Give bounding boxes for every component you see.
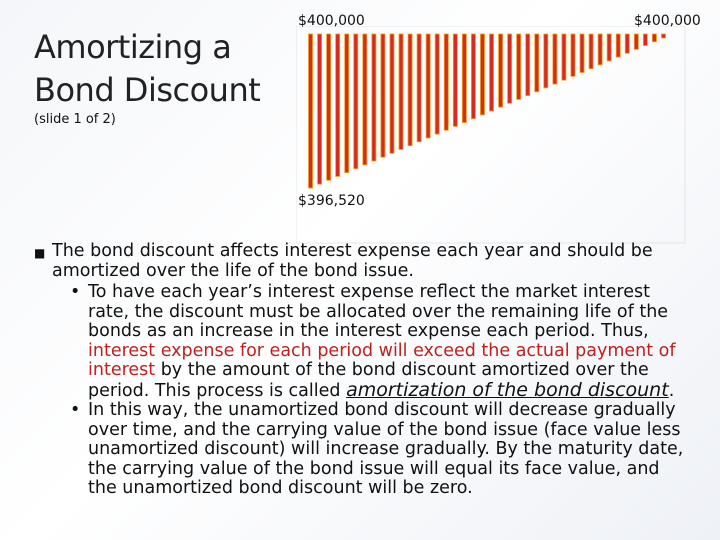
chart-bar <box>390 34 394 153</box>
sub-bullet-2-text: In this way, the unamortized bond discount will decrease gradually over time, and the carrying value of the bond issue (face value less unamortized discount) will increase gradually. By the maturity date, the carrying value of the bond issue will equal its face value, and the unamortized bond discount will be zero. <box>88 400 684 498</box>
sub-bullet-2 <box>34 401 684 499</box>
chart-bar <box>562 34 566 80</box>
dot-bullet-icon: • <box>70 400 81 420</box>
chart-bar <box>435 34 439 134</box>
chart-bar <box>381 34 385 157</box>
square-bullet-icon: ■ <box>34 246 46 260</box>
chart-svg <box>296 26 686 244</box>
slide-body <box>34 242 684 499</box>
chart-bar <box>544 34 548 88</box>
chart-bar <box>661 34 665 38</box>
chart-bar <box>616 34 620 57</box>
chart-bar <box>399 34 403 150</box>
chart-label-top-right: $400,000 <box>634 13 701 29</box>
bond-discount-chart <box>296 26 686 244</box>
sub-bullet-1-term: amortization of the bond discount <box>346 378 669 401</box>
sub-bullet-1-text-b: by the amount of the bond discount amortized over the period. This process is called <box>88 360 649 401</box>
chart-bar <box>580 34 584 73</box>
chart-bar <box>318 34 322 184</box>
sub-bullet-1-highlight: interest expense for each period will exceed the actual payment of interest <box>88 340 676 380</box>
chart-bar <box>336 34 340 176</box>
chart-bar <box>345 34 349 173</box>
chart-label-top-left: $400,000 <box>298 13 365 29</box>
chart-bar <box>508 34 512 103</box>
sub-bullet-1 <box>34 283 684 401</box>
bullet-main-text: The bond discount affects interest expense each year and should be amortized over the life of the bond issue. <box>52 241 653 281</box>
chart-bar <box>363 34 367 165</box>
chart-bar <box>589 34 593 69</box>
chart-bar <box>489 34 493 111</box>
chart-bar <box>598 34 602 65</box>
chart-bar <box>634 34 638 49</box>
sub-bullet-1-text-a: To have each year’s interest expense reflect the market interest rate, the discount must be allocated over the remaining life of the bonds as an increase in the interest expense each period. Thus, <box>88 282 669 341</box>
slide-subtitle: (slide 1 of 2) <box>34 112 116 127</box>
chart-bar <box>354 34 358 169</box>
bullet-main <box>34 242 684 281</box>
chart-bar <box>571 34 575 76</box>
chart-bar <box>444 34 448 130</box>
sub-bullet-1-end: . <box>668 380 675 401</box>
chart-bar <box>480 34 484 115</box>
chart-bar <box>625 34 629 53</box>
dot-bullet-icon: • <box>70 282 81 302</box>
slide-title: Amortizing a Bond Discount <box>34 28 261 109</box>
chart-bar <box>499 34 503 107</box>
chart-bar <box>517 34 521 99</box>
chart-bar <box>426 34 430 138</box>
chart-bar <box>308 34 312 188</box>
chart-bar <box>607 34 611 61</box>
chart-bar <box>643 34 647 46</box>
chart-bar <box>408 34 412 146</box>
chart-bar <box>652 34 656 42</box>
chart-bar <box>462 34 466 123</box>
chart-bar <box>471 34 475 119</box>
chart-bar <box>372 34 376 161</box>
chart-bar <box>417 34 421 142</box>
chart-bar <box>553 34 557 84</box>
chart-bar <box>526 34 530 96</box>
chart-bar <box>453 34 457 126</box>
chart-bar <box>535 34 539 92</box>
chart-bar <box>327 34 331 180</box>
chart-label-bottom: $396,520 <box>298 193 365 209</box>
